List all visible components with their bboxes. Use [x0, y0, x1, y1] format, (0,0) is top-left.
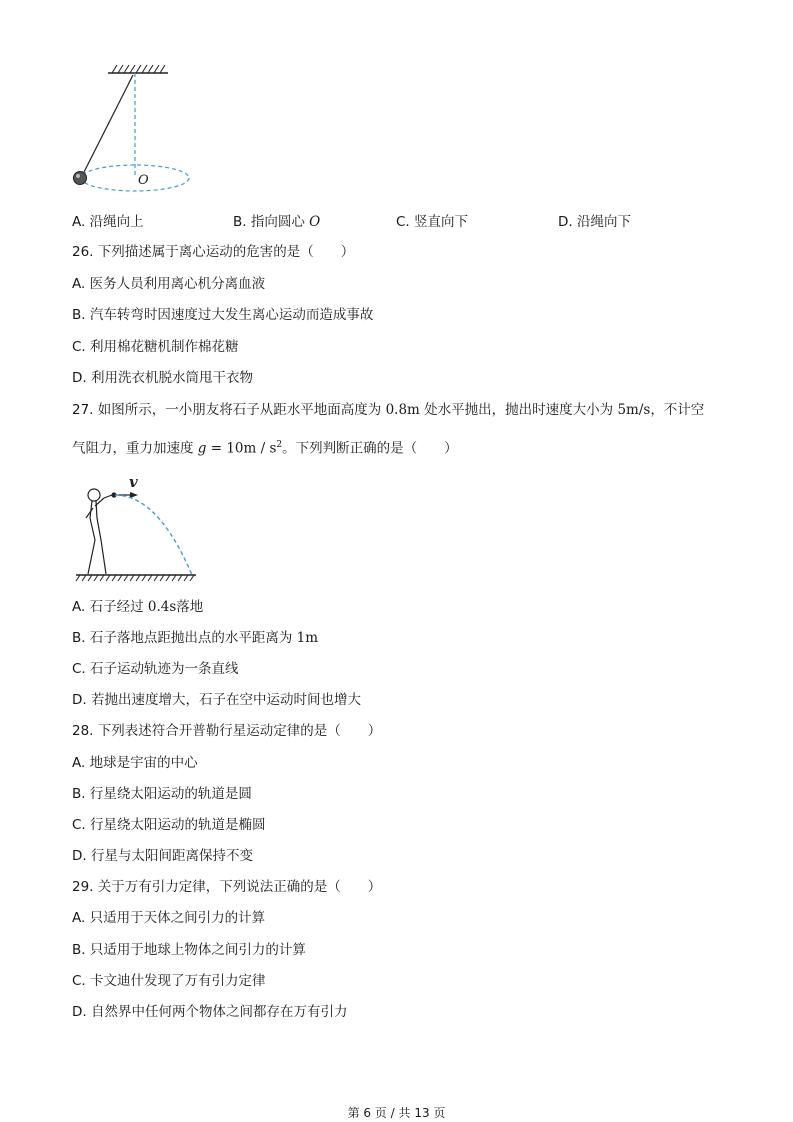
q28-option-b[interactable]: B. 行星绕太阳运动的轨道是圆 [72, 786, 252, 802]
q29-option-c[interactable]: C. 卡文迪什发现了万有引力定律 [72, 973, 266, 989]
conical-pendulum-figure [60, 60, 200, 200]
q28-option-a[interactable]: A. 地球是宇宙的中心 [72, 755, 198, 771]
q25-option-a[interactable]: A. 沿绳向上 [72, 214, 144, 230]
q28-stem: 28. 下列表述符合开普勒行星运动定律的是（ ） [72, 723, 382, 739]
q29-option-a[interactable]: A. 只适用于天体之间引力的计算 [72, 910, 266, 926]
center-o-label: O [138, 173, 149, 188]
projectile-figure [70, 470, 210, 585]
q27-option-c[interactable]: C. 石子运动轨迹为一条直线 [72, 661, 239, 677]
q27-option-d[interactable]: D. 若抛出速度增大，石子在空中运动时间也增大 [72, 692, 361, 708]
q26-stem: 26. 下列描述属于离心运动的危害的是（ ） [72, 244, 355, 260]
q29-option-b[interactable]: B. 只适用于地球上物体之间引力的计算 [72, 942, 306, 958]
q26-option-b[interactable]: B. 汽车转弯时因速度过大发生离心运动而造成事故 [72, 307, 374, 323]
q27-stem-line1: 27. 如图所示，一小朋友将石子从距水平地面高度为 0.8m 处水平抛出，抛出时速度大小为 5m/s，不计空 [72, 402, 705, 418]
q25-option-d[interactable]: D. 沿绳向下 [558, 214, 631, 230]
velocity-v-label: v [129, 473, 138, 491]
q26-option-c[interactable]: C. 利用棉花糖机制作棉花糖 [72, 339, 239, 355]
q25-option-b[interactable]: B. 指向圆心 O [233, 214, 321, 230]
q29-stem: 29. 关于万有引力定律，下列说法正确的是（ ） [72, 879, 382, 895]
q26-option-d[interactable]: D. 利用洗衣机脱水筒甩干衣物 [72, 370, 253, 386]
q27-stem-line2: 气阻力，重力加速度 $g = 10m / s^2$。下列判断正确的是（ ） [72, 440, 458, 457]
q28-option-c[interactable]: C. 行星绕太阳运动的轨道是椭圆 [72, 817, 266, 833]
q26-option-a[interactable]: A. 医务人员利用离心机分离血液 [72, 276, 266, 292]
q25-options [0, 213, 793, 231]
page-footer: 第 6 页 / 共 13 页 [347, 1106, 446, 1120]
q29-option-d[interactable]: D. 自然界中任何两个物体之间都存在万有引力 [72, 1004, 348, 1020]
q25-option-c[interactable]: C. 竖直向下 [396, 214, 469, 230]
q28-option-d[interactable]: D. 行星与太阳间距离保持不变 [72, 848, 253, 864]
q27-option-b[interactable]: B. 石子落地点距抛出点的水平距离为 1m [72, 630, 319, 646]
q27-option-a[interactable]: A. 石子经过 0.4s落地 [72, 599, 204, 615]
